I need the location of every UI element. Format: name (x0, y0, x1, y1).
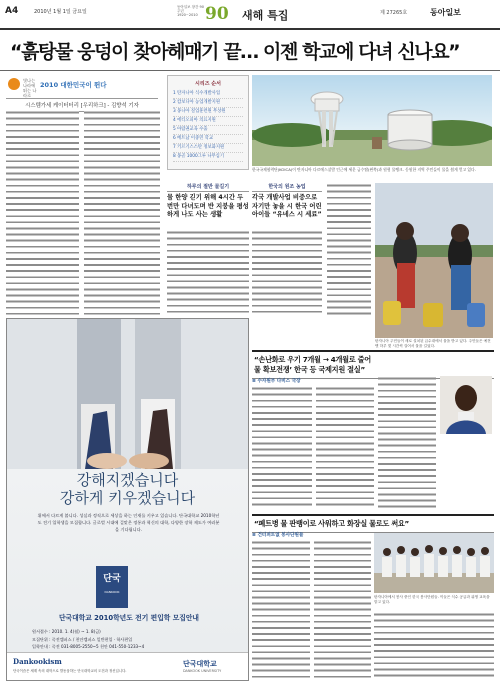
anniversary-number: 90 (205, 4, 229, 24)
series-list-item: 7 키르기스스탄 정보화지원 (173, 144, 243, 153)
ad-university-name: 단국대학교 (183, 660, 217, 668)
article-column-1 (6, 110, 79, 315)
villagers-illustration (375, 183, 493, 338)
anniversary-caption: 동아일보 창간 90주년 1920~2010 (177, 5, 204, 17)
article-column-10 (314, 540, 371, 680)
series-list-box (167, 75, 249, 170)
ad-brand-name: 단국 (103, 574, 121, 584)
subsection-head: 한국의 원조 농업 (252, 183, 322, 192)
photo-caption: 탄자니아에서 봉사 중인 한국 봉사단원들. 이들은 식수 공급과 위생 교육을 맡고 있다. (374, 595, 490, 604)
villagers-water-photo (375, 183, 493, 338)
volunteer-headline-box (252, 514, 494, 533)
ad-info-line: 모집단위 : 죽전캠퍼스 / 천안캠퍼스 일반편입 · 학사편입 (32, 636, 133, 642)
ad-university-en: DANKOOK UNIVERSITY (183, 669, 222, 673)
volunteers-illustration (374, 533, 494, 593)
ad-footer-brand: Dankookism (13, 657, 62, 666)
article-column-11 (374, 612, 494, 680)
newspaper-name: 동아일보 (430, 7, 461, 17)
series-list-item: 2 캄보디아 농업개발지원 (173, 99, 243, 108)
article-column-8 (378, 376, 436, 508)
ad-slogan (7, 471, 248, 507)
page-number: A4 (5, 6, 19, 16)
ad-brand-mark (96, 566, 128, 608)
ad-slogan-line2: 강하게 키우겠습니다 (59, 489, 196, 507)
series-badge-icon (8, 78, 20, 90)
official-portrait-photo (440, 376, 492, 434)
volunteer-subhead: ≡ 건터퍼트없 봉사단원들 (252, 533, 304, 538)
ad-body-text: 위에서 다르게 봅니다. 성실과 정직으로 세상을 하는 인재를 키우고 있습니다. 단국대학교 2010학년도 전기 입학생을 모집합니다. 글로벌 시대에 걸맞은 정통과 혁신의 대학, 다양한 장학 제도가 여러분을 기다립니다. (37, 513, 220, 532)
issue-date: 2010년 1월 1일 금요일 (34, 9, 87, 15)
article-column-7 (316, 386, 374, 508)
ad-recruit-title: 단국대학교 2010학년도 전기 편입학 모집안내 (58, 614, 199, 622)
photo-caption: 탄자니아 주민들이 새로 설치된 급수대에서 물을 받고 있다. 주민들은 예전엔 하루 몇 시간씩 걸어서 물을 길었다. (375, 339, 491, 348)
edition-number: 제 27265호 (380, 10, 408, 16)
interview-headline-line: 물 확보전쟁’ 한국 등 국제지원 절실” (254, 365, 365, 374)
ad-hands-illustration (7, 319, 249, 469)
interview-subhead: ≡ 수자원부 다비스 국장 (252, 379, 301, 384)
subsection-lead: 각국 개발사업 비중으로 자기만 놓을 시 한국 어린 아이들 “유네스 시 세료” (252, 194, 322, 218)
series-list-item: 4 에티오피아 의료지원 (173, 117, 243, 126)
ad-footer-desc: 단국이즘은 세계 속의 대학으로 발돋움하는 단국대학교의 도전과 정신입니다. (13, 669, 127, 673)
volunteer-headline: “폐트병 물 판뱅이로 사워하고 화장실 물로도 써요” (254, 519, 409, 528)
series-list-item: 8 몽골 1000그루 나무심기 (173, 153, 243, 162)
ad-brand-sub: DANKOOK (104, 590, 120, 594)
ad-info-line: 입학안내 : 죽전 031-8005-2550~5 천안 041-550-1233~4 (32, 644, 145, 649)
article-column-6 (252, 386, 312, 508)
series-list-item: 1 탄자니아 식수개발사업 (173, 90, 243, 99)
series-list-title: 시리즈 순서 (195, 81, 221, 87)
interview-headline-line: “손난화로 우기 7개월 → 4개월로 줄어 (254, 355, 371, 364)
ad-slogan-line1: 강해지겠습니다 (76, 471, 179, 489)
main-headline: “흙탕물 웅덩이 찾아헤매기 끝… 이젠 학교에 다녀 신나요” (10, 41, 460, 63)
ad-footer (7, 652, 248, 680)
section-title: 새해 특집 (242, 9, 289, 22)
main-headline-bar (0, 33, 500, 71)
article-column-9 (252, 540, 310, 680)
university-advertisement[interactable] (6, 318, 249, 681)
byline: 시스템가세 케이터터리 [우리하크] - 김향석 기자 (6, 98, 158, 112)
photo-caption: 한국국제협력단(KOICA)이 탄자니아 다르에스살람 인근에 세운 급수탑(왼쪽)과 원형 물탱크. 동원한 지역 주민들이 물을 쉽게 얻고 있다. (252, 167, 476, 172)
series-list-item: 6 베트남 이중민 학교 (173, 135, 243, 144)
article-column-4 (252, 230, 322, 316)
volunteers-group-photo (374, 533, 494, 593)
article-column-5 (327, 183, 371, 316)
portrait-illustration (440, 376, 492, 434)
interview-headline-box (252, 350, 494, 379)
subsection-lead: 물 한양 긷기 위해 4시간 두번만 다녀도며 반 지붕을 평성하게 나도 사는 생활 (167, 194, 249, 218)
water-tower-photo (252, 75, 492, 166)
subsection-head: 하루의 절반 물길기 (167, 183, 249, 192)
anniversary-logo (177, 3, 239, 25)
ad-university-logo (183, 659, 221, 673)
series-title: 2010 대한민국이 뛴다 (40, 81, 107, 89)
series-list-item: 3 몽니아 질업훈련원 무상원 (173, 108, 243, 117)
ad-info (32, 628, 227, 651)
water-tower-illustration (252, 75, 492, 166)
article-column-2 (84, 110, 160, 315)
series-list-item: 5 아랍권교육 수출 (173, 126, 243, 135)
ad-info-line: 원서접수 : 2010. 1. 4(월) ~ 1. 8(금) (32, 629, 101, 634)
page-header (0, 0, 500, 30)
article-column-3 (167, 230, 249, 316)
series-badge-text: 빛나는 나라에 뛰는 나라로 (23, 78, 37, 98)
